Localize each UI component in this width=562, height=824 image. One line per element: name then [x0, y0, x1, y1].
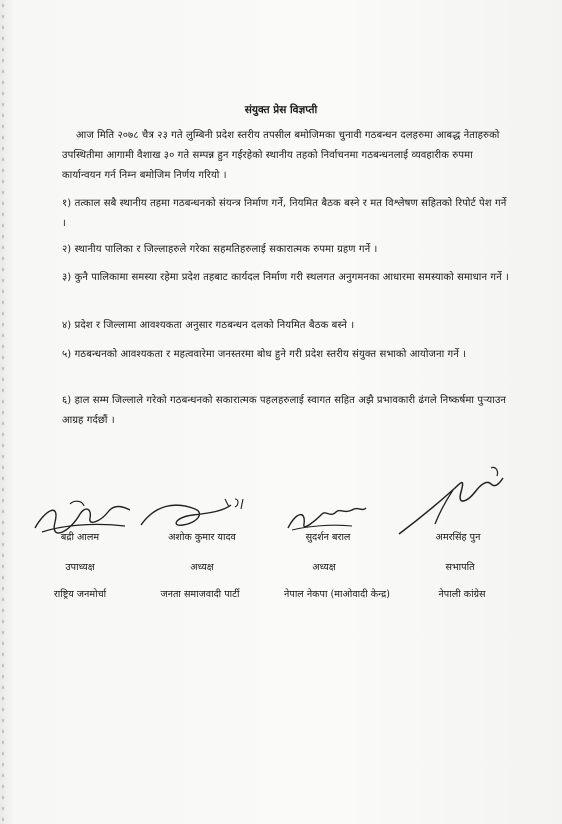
signatory-3-name: सुदर्शन बराल: [305, 532, 351, 543]
signatory-1-name: बद्री आलम: [60, 532, 100, 543]
point-2: २) स्थानीय पालिका र जिल्लाहरुले गरेका सहमतिहरुलाई सकारात्मक रुपमा ग्रहण गर्ने ।: [62, 244, 378, 255]
document-title: संयुक्त प्रेस विज्ञप्ती: [244, 104, 318, 116]
signatory-2-party: जनता समाजवादी पार्टी: [160, 589, 240, 600]
point-4: ४) प्रदेश र जिल्लामा आवश्यकता अनुसार गठबन्धन दलको नियमित बैठक बस्ने ।: [62, 320, 355, 331]
signatory-4-name: अमरसिंह पुन: [435, 532, 481, 543]
signatory-1-role: उपाध्यक्ष: [65, 562, 95, 573]
signatory-2-name: अशोक कुमार यादव: [168, 532, 236, 543]
point-1: १) तत्काल सबै स्थानीय तहमा गठबन्धनको संयन्त्र निर्माण गर्ने, नियमित बैठक बस्ने र मत विश्लेषण सहितको रिपोर्ट पेश गर्ने ।: [62, 198, 507, 229]
signatory-4-party: नेपाली कांग्रेस: [438, 589, 486, 600]
point-3: ३) कुनै पालिकामा समस्या रहेमा प्रदेश तहबाट कार्यदल निर्माण गरी स्थलगत अनुगमनका आधारमा समस्याको समाधान गर्ने ।: [62, 272, 509, 283]
signature-2: [135, 495, 255, 535]
signatory-3-party: नेपाल नेकपा (माओवादी केन्द्र): [284, 589, 390, 600]
scan-edge-shadow: [0, 0, 8, 824]
signatory-2-role: अध्यक्ष: [190, 562, 214, 573]
point-5: ५) गठबन्धनको आवश्यकता र महत्ववारेमा जनस्तरमा बोध हुने गरी प्रदेश स्तरीय संयुक्त सभाको आयोजना गर्ने ।: [62, 349, 467, 360]
signatory-4-role: सभापति: [445, 562, 475, 573]
signatory-1-party: राष्ट्रिय जनमोर्चा: [53, 589, 107, 600]
point-6: ६) हाल सम्म जिल्लाले गरेको गठबन्धनको सकारात्मक पहलहरुलाई स्वागत सहित अझै प्रभावकारी ढंगले निष्कर्षमा पुऱ्याउन आग्रह गर्दछौं ।: [62, 395, 507, 426]
signatory-3-role: अध्यक्ष: [312, 562, 336, 573]
intro-paragraph: आज मिति २०७८ चैत्र २३ गते लुम्बिनी प्रदेश स्तरीय तपसील बमोजिमका चुनावी गठबन्धन दलहरुमा आबद्ध नेताहरुको उपस्थितीमा आगामी वैशाख ३० गते सम्पन्न हुन गईरहेको स्थानीय तहको निर्वाचनमा गठबन्धनलाई व्यवहारीक रुपमा कार्यान्वयन गर्न निम्न बमोजिम निर्णय गरियो ।: [62, 130, 500, 181]
